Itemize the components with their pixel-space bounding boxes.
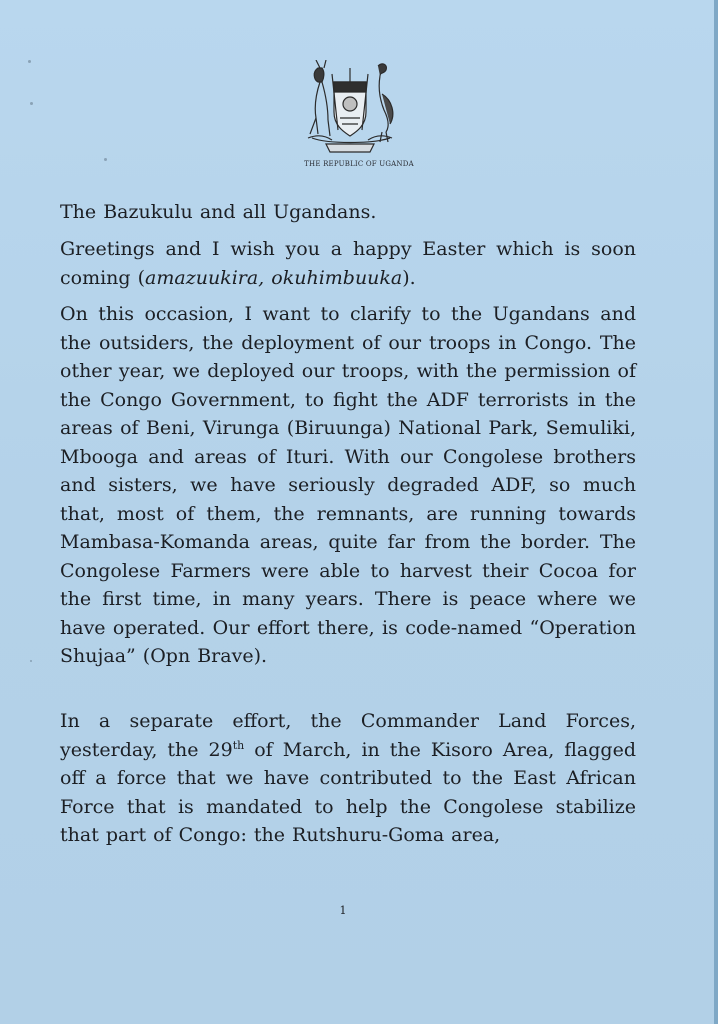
east-african-force-paragraph <box>60 707 636 850</box>
scan-speck <box>28 60 31 63</box>
scan-speck <box>30 660 32 662</box>
uganda-coat-of-arms-icon <box>298 60 402 160</box>
ordinal-suffix: th <box>232 738 245 752</box>
scan-speck <box>30 102 33 105</box>
salutation: The Bazukulu and all Ugandans. <box>60 201 377 223</box>
greeting-italic: amazuukira, okuhimbuuka <box>145 266 403 289</box>
page-edge <box>714 0 718 1024</box>
page-number: 1 <box>339 904 347 917</box>
greeting-paragraph <box>60 235 636 292</box>
republic-label: THE REPUBLIC OF UGANDA <box>304 160 414 168</box>
operation-shujaa-paragraph: On this occasion, I want to clarify to the Ugandans and the outsiders, the deployment of our troops in Congo. The other year, we deployed our troops, with the permission of the Congo Government, to fight the ADF terrorists in the areas of Beni, Virunga (Biruunga) National Park, Semuliki, Mbooga and areas of Ituri. With our Congolese brothers and sisters, we have seriously degraded ADF, so much that, most of them, the remnants, are running towards Mambasa-Komanda areas, quite far from the border. The Congolese Farmers were able to harvest their Cocoa for the first time, in many years. There is peace where we have operated. Our effort there, is code-named “Operation Shujaa” (Opn Brave). <box>60 303 636 667</box>
greeting-end: ). <box>402 266 416 289</box>
paragraph-text: In a separate effort, the Commander Land Forces, yesterday, the 29 <box>60 710 636 761</box>
greeting-text: Greetings and I wish you a happy Easter which is soon coming ( <box>60 238 636 289</box>
paragraph-text: of March, in the Kisoro Area, flagged off a force that we have contributed to the East African Force that is mandated to help the Congolese stabilize that part of Congo: the Rutshuru-Goma area, <box>60 738 636 846</box>
